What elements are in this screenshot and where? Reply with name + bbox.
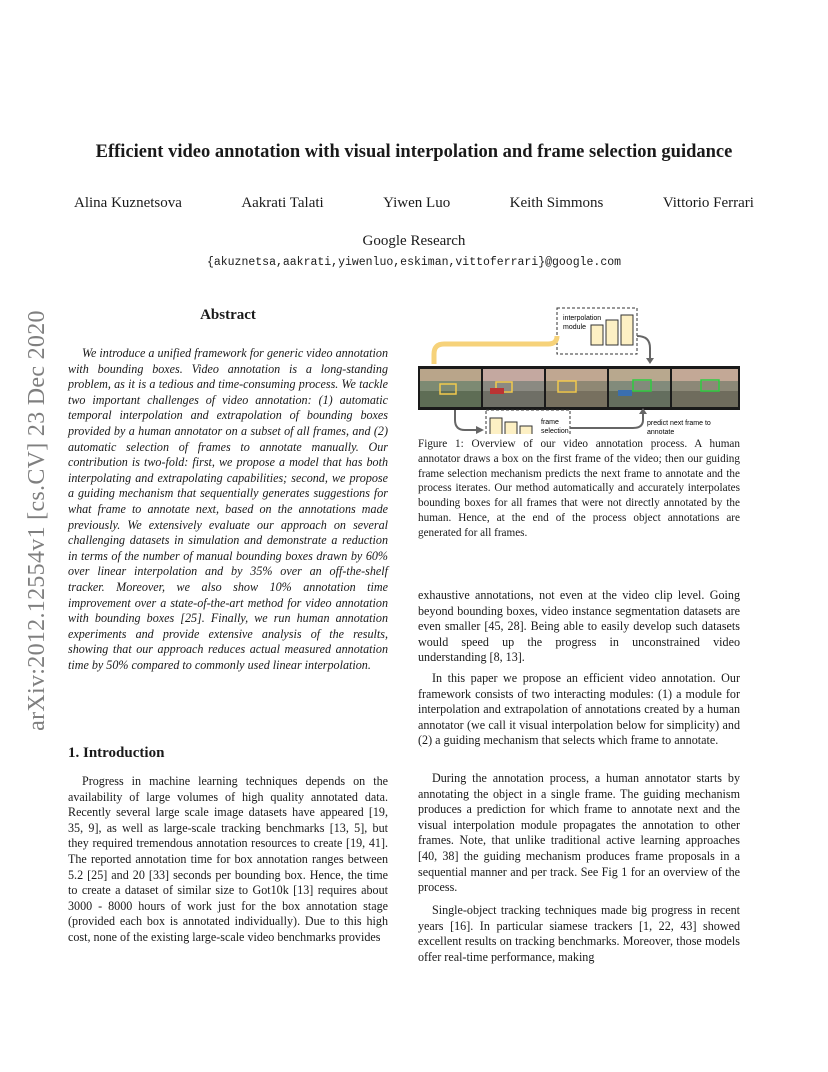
arrow-head: [646, 358, 654, 364]
body-paragraph: In this paper we propose an efficient video annotation. Our framework consists of two interacting modules: (1) a module for interpolation and extrapolation of annotations created by a human annotator (we call it visual interpolation below for simplicity) and (2) a guiding mechanism that selects which frame to annotate.: [418, 671, 740, 748]
predict-label: annotate: [647, 429, 675, 434]
introduction-body: Progress in machine learning techniques depends on the availability of large volumes of high quality annotated data. Recently several large scale image datasets have appeared [19, 35, 9], as well as large-scale tracking benchmarks [13, 5], but they required tremendous annotation resources to create [19, 41]. The reported annotation time for box annotation ranges between 5.2 [25] and 20 [33] seconds per bounding box. Hence, the time to create a dataset of similar size to Got10k [13] requires about 3000 - 8000 hours of work just for the box annotation stage (provided each box is annotated individually). Due to this high cost, none of the existing large-scale video benchmarks provides: [68, 774, 388, 944]
introduction-heading: 1. Introduction: [68, 745, 165, 761]
abstract-heading: Abstract: [200, 307, 256, 323]
network-block: [621, 315, 633, 345]
arrow-head: [476, 426, 484, 434]
arxiv-sidebar: [22, 280, 52, 760]
overview-figure: [418, 298, 740, 434]
flow-arrow: [434, 336, 557, 364]
network-block: [490, 418, 502, 434]
frame-crowd: [420, 369, 481, 381]
network-block: [591, 325, 603, 345]
figure-caption: Figure 1: Overview of our video annotation process. A human annotator draws a box on the first frame of the video; then our guiding frame selection mechanism predicts the next frame to annotate and the process iterates. Our method automatically and accurately interpolates bounding boxes for all frames that were not directly annotated by the human. Hence, at the end of the process object annotations are generated for all frames.: [418, 438, 740, 539]
author-name: Keith Simmons: [509, 195, 604, 211]
frame-selection-label: selection: [541, 428, 569, 434]
body-paragraph: Single-object tracking techniques made big progress in recent years [16]. In particular siamese trackers [1, 22, 43] showed excellent results on tracking benchmarks. Moreover, those models offer real-time performance, making: [418, 903, 740, 964]
abstract-body: We introduce a unified framework for generic video annotation with bounding boxes. Video annotation is a long-standing problem, as it is a tedious and time-consuming process. We tackle two important challenges of video annotation: (1) automatic temporal interpolation and extrapolation of bounding boxes provided by a human annotator on a subset of all frames, and (2) automatic selection of frames to annotate manually. Our contribution is two-fold: first, we propose a model that has both interpolating and extrapolating capabilities; second, we propose a guiding mechanism that sequentially generates suggestions for what frame to annotate next, based on the annotations made previously. We extensively evaluate our approach on several challenging datasets in simulation and demonstrate a reduction in terms of the number of manual bounding boxes drawn by 60% over linear interpolation and by 35% over an off-the-shelf tracker. Moreover, we also show 10% annotation time improvement over a state-of-the-art method for video annotation with bounding boxes [25]. Finally, we run human annotation experiments and provide extensive analysis of the results, showing that our approach reduces actual measured annotation time by 50% compared to commonly used linear interpolation.: [68, 346, 388, 672]
author-emails: {akuznetsa,aakrati,yiwenluo,eskiman,vittoferrari}@google.com: [206, 256, 622, 269]
flow-arrow: [455, 410, 478, 430]
network-block: [606, 320, 618, 345]
author-name: Vittorio Ferrari: [662, 195, 754, 211]
paper-title: Efficient video annotation with visual interpolation and frame selection guidance: [95, 142, 733, 162]
network-block: [505, 422, 517, 434]
arxiv-identifier: arXiv:2012.12554v1 [cs.CV] 23 Dec 2020: [23, 309, 50, 731]
frame-selection-label: frame: [541, 419, 559, 426]
author-name: Aakrati Talati: [241, 195, 324, 211]
frame-crowd: [546, 369, 607, 381]
flow-arrow: [637, 336, 650, 360]
network-block: [520, 426, 532, 434]
car: [618, 390, 632, 396]
body-paragraph: exhaustive annotations, not even at the video clip level. Going beyond bounding boxes, video instance segmentation datasets are even smaller [45, 28]. Being able to easily develop such datasets would speed up the progress in unconstrained video understanding [8, 13].: [418, 588, 740, 665]
affiliation: Google Research: [362, 233, 466, 249]
body-paragraph: During the annotation process, a human annotator starts by annotating the object in a single frame. The guiding mechanism produces a prediction for which frame to annotate next and the visual interpolation module propagates the annotation to other frames. Note, that unlike traditional active learning approaches [40, 38] the guiding mechanism produces frame proposals in a sequential manner and per track. See Fig 1 for an overview of the process.: [418, 771, 740, 895]
interpolation-label: interpolation: [563, 315, 602, 322]
frame-crowd: [672, 369, 738, 381]
frame-crowd: [609, 369, 670, 381]
frame-ground: [672, 391, 738, 407]
interpolation-label: module: [563, 324, 586, 331]
car: [490, 388, 504, 394]
author-name: Yiwen Luo: [383, 195, 451, 211]
frame-ground: [546, 391, 607, 407]
author-name: Alina Kuznetsova: [74, 195, 182, 211]
frame-crowd: [483, 369, 544, 381]
author-list: [74, 195, 754, 212]
predict-label: predict next frame to: [647, 420, 711, 427]
flow-arrow: [570, 412, 643, 428]
